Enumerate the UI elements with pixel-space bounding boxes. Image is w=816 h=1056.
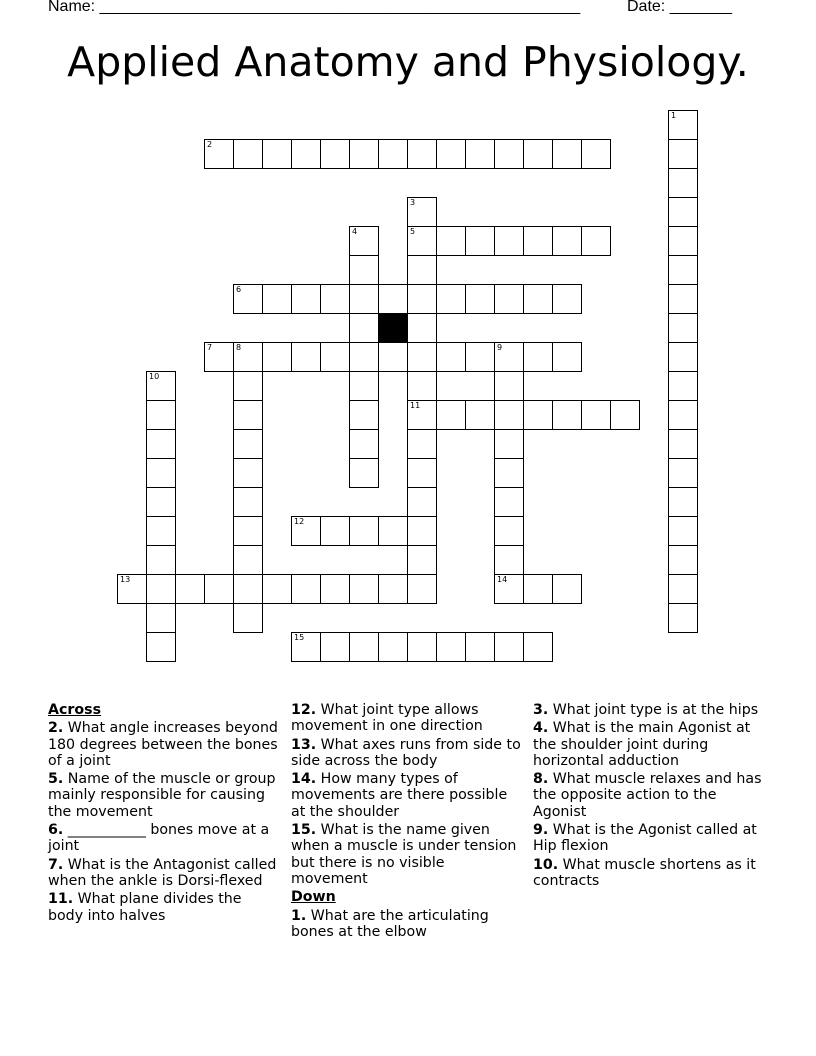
grid-cell[interactable] bbox=[146, 603, 176, 633]
clue-text: ___________ bones move at a joint bbox=[48, 822, 270, 855]
cell-number: 8 bbox=[236, 343, 242, 352]
clue-across-6 bbox=[48, 822, 278, 855]
grid-cell[interactable] bbox=[436, 284, 466, 314]
grid-cell[interactable] bbox=[668, 603, 698, 633]
grid-cell[interactable] bbox=[668, 574, 698, 604]
grid-cell[interactable] bbox=[552, 342, 582, 372]
cell-number: 4 bbox=[352, 227, 358, 236]
clue-number: 8. bbox=[533, 771, 549, 788]
grid-cell[interactable] bbox=[291, 284, 321, 314]
grid-cell[interactable] bbox=[349, 139, 379, 169]
grid-cell[interactable] bbox=[349, 255, 379, 285]
clue-across-11 bbox=[48, 891, 278, 924]
blocked-cell bbox=[378, 313, 408, 343]
clue-text: What is the name given when a muscle is under tension but there is no visible movement bbox=[291, 822, 517, 887]
grid-cell[interactable] bbox=[436, 632, 466, 662]
cell-number: 7 bbox=[207, 343, 213, 352]
clue-text: What plane divides the body into halves bbox=[48, 891, 242, 924]
grid-cell[interactable] bbox=[436, 139, 466, 169]
clue-down-4 bbox=[533, 720, 763, 769]
grid-cell[interactable] bbox=[523, 574, 553, 604]
grid-cell[interactable] bbox=[465, 632, 495, 662]
grid-cell[interactable] bbox=[146, 545, 176, 575]
grid-cell[interactable] bbox=[262, 139, 292, 169]
clue-across-7 bbox=[48, 857, 278, 890]
clue-number: 6. bbox=[48, 822, 64, 839]
grid-cell[interactable] bbox=[552, 226, 582, 256]
grid-cell[interactable] bbox=[204, 574, 234, 604]
clue-down-10 bbox=[533, 857, 763, 890]
grid-cell[interactable] bbox=[349, 226, 379, 256]
grid-cell[interactable] bbox=[494, 371, 524, 401]
grid-cell[interactable] bbox=[349, 429, 379, 459]
grid-cell[interactable] bbox=[291, 574, 321, 604]
clue-across-2 bbox=[48, 720, 278, 769]
clue-text: What is the main Agonist at the shoulder joint during horizontal adduction bbox=[533, 720, 751, 769]
grid-cell[interactable] bbox=[523, 226, 553, 256]
grid-cell[interactable] bbox=[233, 458, 263, 488]
grid-cell[interactable] bbox=[610, 400, 640, 430]
grid-cell[interactable] bbox=[552, 574, 582, 604]
grid-cell[interactable] bbox=[668, 168, 698, 198]
cell-number: 9 bbox=[497, 343, 503, 352]
grid-cell[interactable] bbox=[378, 139, 408, 169]
grid-cell[interactable] bbox=[581, 400, 611, 430]
cell-number: 5 bbox=[410, 227, 416, 236]
grid-cell[interactable] bbox=[523, 284, 553, 314]
clue-down-1 bbox=[291, 908, 521, 941]
grid-cell[interactable] bbox=[407, 545, 437, 575]
clue-number: 1. bbox=[291, 907, 307, 924]
grid-cell[interactable] bbox=[494, 458, 524, 488]
grid-cell[interactable] bbox=[204, 342, 234, 372]
clue-down-9 bbox=[533, 822, 763, 855]
grid-cell[interactable] bbox=[233, 284, 263, 314]
cell-number: 15 bbox=[294, 633, 305, 642]
grid-cell[interactable] bbox=[320, 342, 350, 372]
clue-number: 12. bbox=[291, 702, 317, 718]
cell-number: 13 bbox=[120, 575, 131, 584]
grid-cell[interactable] bbox=[233, 400, 263, 430]
grid-cell[interactable] bbox=[668, 110, 698, 140]
grid-cell[interactable] bbox=[378, 632, 408, 662]
grid-cell[interactable] bbox=[668, 197, 698, 227]
grid-cell[interactable] bbox=[668, 487, 698, 517]
grid-cell[interactable] bbox=[378, 342, 408, 372]
grid-cell[interactable] bbox=[436, 342, 466, 372]
grid-cell[interactable] bbox=[668, 371, 698, 401]
grid-cell[interactable] bbox=[407, 255, 437, 285]
cell-number: 11 bbox=[410, 401, 421, 410]
grid-cell[interactable] bbox=[146, 458, 176, 488]
grid-cell[interactable] bbox=[349, 632, 379, 662]
clue-number: 9. bbox=[533, 822, 549, 839]
grid-cell[interactable] bbox=[291, 139, 321, 169]
grid-cell[interactable] bbox=[581, 226, 611, 256]
clue-number: 15. bbox=[291, 822, 317, 839]
grid-cell[interactable] bbox=[291, 516, 321, 546]
clues-column-1 bbox=[48, 702, 278, 926]
grid-cell[interactable] bbox=[436, 400, 466, 430]
grid-cell[interactable] bbox=[523, 400, 553, 430]
grid-cell[interactable] bbox=[436, 226, 466, 256]
grid-cell[interactable] bbox=[407, 458, 437, 488]
grid-cell[interactable] bbox=[552, 284, 582, 314]
clue-across-12 bbox=[291, 702, 521, 735]
grid-cell[interactable] bbox=[146, 429, 176, 459]
clue-across-15 bbox=[291, 822, 521, 887]
clues-column-2 bbox=[291, 702, 521, 942]
grid-cell[interactable] bbox=[407, 313, 437, 343]
grid-cell[interactable] bbox=[204, 139, 234, 169]
grid-cell[interactable] bbox=[494, 429, 524, 459]
grid-cell[interactable] bbox=[146, 574, 176, 604]
grid-cell[interactable] bbox=[668, 458, 698, 488]
grid-cell[interactable] bbox=[668, 313, 698, 343]
clue-across-14 bbox=[291, 771, 521, 820]
grid-cell[interactable] bbox=[494, 226, 524, 256]
grid-cell[interactable] bbox=[407, 400, 437, 430]
grid-cell[interactable] bbox=[233, 574, 263, 604]
grid-cell[interactable] bbox=[291, 342, 321, 372]
grid-cell[interactable] bbox=[552, 400, 582, 430]
grid-cell[interactable] bbox=[494, 574, 524, 604]
clue-across-5 bbox=[48, 771, 278, 820]
grid-cell[interactable] bbox=[494, 632, 524, 662]
grid-cell[interactable] bbox=[378, 574, 408, 604]
grid-cell[interactable] bbox=[349, 458, 379, 488]
cell-number: 12 bbox=[294, 517, 305, 526]
grid-cell[interactable] bbox=[494, 487, 524, 517]
grid-cell[interactable] bbox=[117, 574, 147, 604]
across-heading: Across bbox=[48, 702, 102, 718]
clue-text: What axes runs from side to side across the body bbox=[291, 736, 521, 769]
grid-cell[interactable] bbox=[668, 284, 698, 314]
clue-text: What angle increases beyond 180 degrees between the bones of a joint bbox=[48, 720, 278, 769]
grid-cell[interactable] bbox=[552, 139, 582, 169]
grid-cell[interactable] bbox=[465, 342, 495, 372]
grid-cell[interactable] bbox=[407, 139, 437, 169]
grid-cell[interactable] bbox=[494, 342, 524, 372]
grid-cell[interactable] bbox=[320, 139, 350, 169]
name-field[interactable]: Name: ______________________________________________________ bbox=[48, 0, 581, 15]
clue-text: What is the Antagonist called when the ankle is Dorsi-flexed bbox=[48, 856, 277, 889]
clue-text: What muscle shortens as it contracts bbox=[533, 856, 756, 889]
grid-cell[interactable] bbox=[494, 545, 524, 575]
grid-cell[interactable] bbox=[407, 342, 437, 372]
grid-cell[interactable] bbox=[668, 342, 698, 372]
grid-cell[interactable] bbox=[465, 400, 495, 430]
grid-cell[interactable] bbox=[233, 139, 263, 169]
clue-number: 2. bbox=[48, 720, 64, 737]
grid-cell[interactable] bbox=[523, 139, 553, 169]
grid-cell[interactable] bbox=[349, 313, 379, 343]
grid-cell[interactable] bbox=[668, 255, 698, 285]
grid-cell[interactable] bbox=[668, 400, 698, 430]
grid-cell[interactable] bbox=[407, 371, 437, 401]
grid-cell[interactable] bbox=[668, 516, 698, 546]
grid-cell[interactable] bbox=[349, 342, 379, 372]
cell-number: 2 bbox=[207, 140, 213, 149]
down-heading: Down bbox=[291, 889, 336, 906]
grid-cell[interactable] bbox=[320, 516, 350, 546]
clue-number: 10. bbox=[533, 856, 559, 873]
grid-cell[interactable] bbox=[233, 487, 263, 517]
grid-cell[interactable] bbox=[262, 284, 292, 314]
grid-cell[interactable] bbox=[349, 400, 379, 430]
clue-text: What are the articulating bones at the elbow bbox=[291, 907, 489, 940]
grid-cell[interactable] bbox=[146, 516, 176, 546]
grid-cell[interactable] bbox=[407, 574, 437, 604]
grid-cell[interactable] bbox=[494, 400, 524, 430]
grid-cell[interactable] bbox=[233, 429, 263, 459]
cell-number: 14 bbox=[497, 575, 508, 584]
grid-cell[interactable] bbox=[175, 574, 205, 604]
grid-cell[interactable] bbox=[146, 371, 176, 401]
grid-cell[interactable] bbox=[320, 574, 350, 604]
grid-cell[interactable] bbox=[668, 139, 698, 169]
clue-number: 7. bbox=[48, 856, 64, 873]
grid-cell[interactable] bbox=[581, 139, 611, 169]
clue-across-13 bbox=[291, 737, 521, 770]
clue-number: 5. bbox=[48, 771, 64, 788]
clue-down-3 bbox=[533, 702, 763, 718]
grid-cell[interactable] bbox=[146, 400, 176, 430]
grid-cell[interactable] bbox=[378, 516, 408, 546]
grid-cell[interactable] bbox=[320, 284, 350, 314]
cell-number: 10 bbox=[149, 372, 160, 381]
clue-down-8 bbox=[533, 771, 763, 820]
cell-number: 6 bbox=[236, 285, 242, 294]
clue-number: 3. bbox=[533, 702, 549, 718]
clue-text: Name of the muscle or group mainly responsible for causing the movement bbox=[48, 771, 276, 820]
grid-cell[interactable] bbox=[349, 284, 379, 314]
clue-text: What joint type is at the hips bbox=[548, 702, 759, 718]
clue-text: How many types of movements are there possible at the shoulder bbox=[291, 771, 508, 820]
grid-cell[interactable] bbox=[349, 574, 379, 604]
grid-cell[interactable] bbox=[146, 632, 176, 662]
clue-number: 4. bbox=[533, 720, 549, 737]
grid-cell[interactable] bbox=[494, 284, 524, 314]
grid-cell[interactable] bbox=[378, 284, 408, 314]
grid-cell[interactable] bbox=[407, 429, 437, 459]
grid-cell[interactable] bbox=[668, 429, 698, 459]
cell-number: 3 bbox=[410, 198, 416, 207]
grid-cell[interactable] bbox=[494, 139, 524, 169]
grid-cell[interactable] bbox=[407, 284, 437, 314]
grid-cell[interactable] bbox=[262, 342, 292, 372]
grid-cell[interactable] bbox=[523, 342, 553, 372]
grid-cell[interactable] bbox=[146, 487, 176, 517]
grid-cell[interactable] bbox=[233, 342, 263, 372]
clue-number: 11. bbox=[48, 891, 74, 908]
grid-cell[interactable] bbox=[465, 226, 495, 256]
grid-cell[interactable] bbox=[407, 197, 437, 227]
grid-cell[interactable] bbox=[407, 226, 437, 256]
grid-cell[interactable] bbox=[668, 226, 698, 256]
grid-cell[interactable] bbox=[233, 516, 263, 546]
clues-column-3 bbox=[533, 702, 763, 891]
grid-cell[interactable] bbox=[349, 371, 379, 401]
grid-cell[interactable] bbox=[233, 545, 263, 575]
grid-cell[interactable] bbox=[465, 139, 495, 169]
clue-text: What muscle relaxes and has the opposite action to the Agonist bbox=[533, 771, 762, 820]
grid-cell[interactable] bbox=[668, 545, 698, 575]
clue-text: What joint type allows movement in one direction bbox=[291, 702, 483, 735]
grid-cell[interactable] bbox=[407, 632, 437, 662]
clue-text: What is the Agonist called at Hip flexion bbox=[533, 822, 757, 855]
grid-cell[interactable] bbox=[262, 574, 292, 604]
grid-cell[interactable] bbox=[465, 284, 495, 314]
grid-cell[interactable] bbox=[320, 632, 350, 662]
grid-cell[interactable] bbox=[407, 487, 437, 517]
clue-number: 13. bbox=[291, 736, 317, 753]
grid-cell[interactable] bbox=[233, 603, 263, 633]
date-field[interactable]: Date: _______ bbox=[627, 0, 732, 15]
grid-cell[interactable] bbox=[523, 632, 553, 662]
grid-cell[interactable] bbox=[233, 371, 263, 401]
grid-cell[interactable] bbox=[349, 516, 379, 546]
grid-cell[interactable] bbox=[291, 632, 321, 662]
page-title: Applied Anatomy and Physiology. bbox=[67, 38, 749, 86]
grid-cell[interactable] bbox=[494, 516, 524, 546]
grid-cell[interactable] bbox=[407, 516, 437, 546]
clue-number: 14. bbox=[291, 771, 317, 788]
cell-number: 1 bbox=[671, 111, 677, 120]
